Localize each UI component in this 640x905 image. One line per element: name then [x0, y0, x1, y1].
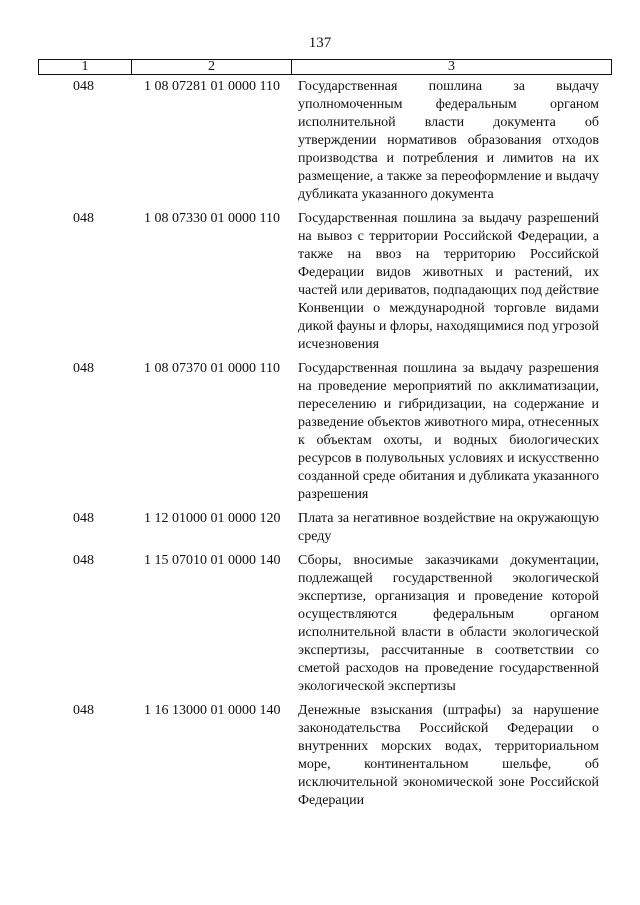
budget-code: 1 15 07010 01 0000 140: [144, 553, 281, 568]
table-row: [38, 552, 612, 696]
budget-code: 1 08 07370 01 0000 110: [144, 361, 280, 376]
admin-code: 048: [73, 361, 94, 376]
revenue-name: Денежные взыскания (штрафы) за нарушение законодательства Российской Федерации о внутренних морских водах, территориальном море, континентальном шельфе, об исключительной экономической зоне Российской Федерации: [298, 703, 599, 808]
revenue-name: Государственная пошлина за выдачу разрешения на проведение мероприятий по акклиматизации, переселению и гибридизации, на содержание и разведение объектов животного мира, отнесенных к объектам охоты, и водных биологических ресурсов в полувольных условиях и искусственно созданной среде обитания и дубликата указанного разрешения: [298, 361, 599, 502]
table-header: [38, 59, 612, 75]
table-body: [38, 78, 612, 816]
admin-code: 048: [73, 703, 94, 718]
revenue-name: Государственная пошлина за выдачу уполномоченным федеральным органом исполнительной власти документа об утверждении нормативов образования отходов производства и потребления и лимитов на их размещение, а также за переоформление и выдачу дубликата указанного документа: [298, 79, 599, 202]
header-col-2: 2: [132, 60, 292, 74]
table-row: [38, 702, 612, 810]
admin-code: 048: [73, 211, 94, 226]
budget-code: 1 16 13000 01 0000 140: [144, 703, 281, 718]
page-number: 137: [308, 35, 332, 51]
budget-code: 1 12 01000 01 0000 120: [144, 511, 281, 526]
revenue-name: Государственная пошлина за выдачу разрешений на вывоз с территории Российской Федерации, а также на ввоз на территорию Российской Федерации видов животных и растений, их частей или дериватов, подпадающих под действие Конвенции о международной торговле видами дикой фауны и флоры, находящимися под угрозой исчезновения: [298, 211, 599, 352]
revenue-name: Сборы, вносимые заказчиками документации, подлежащей государственной экологической экспертизе, организация и проведение которой осуществляются федеральным органом исполнительной власти в области экологической экспертизы, рассчитанные в соответствии со сметой расходов на проведение государственной экологической экспертизы: [298, 553, 599, 694]
header-col-3: 3: [448, 59, 455, 74]
header-col-1: 1: [39, 60, 132, 74]
table-row: [38, 78, 612, 204]
admin-code: 048: [73, 511, 94, 526]
table-row: [38, 210, 612, 354]
table-row: [38, 510, 612, 546]
admin-code: 048: [73, 553, 94, 568]
admin-code: 048: [73, 79, 94, 94]
table-row: [38, 360, 612, 504]
budget-code: 1 08 07281 01 0000 110: [144, 79, 280, 94]
revenue-name: Плата за негативное воздействие на окружающую среду: [298, 511, 599, 544]
budget-code: 1 08 07330 01 0000 110: [144, 211, 280, 226]
